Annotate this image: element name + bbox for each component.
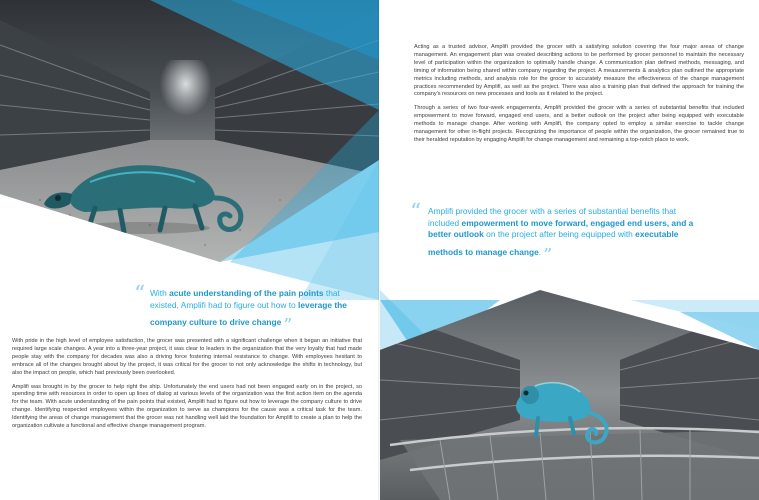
left-pull-quote [134, 282, 360, 337]
left-body-text [12, 338, 362, 437]
shopping-cart-image [390, 428, 759, 500]
close-quote-icon: ” [283, 315, 293, 337]
pull-quote-text: on the project after being equipped with [483, 229, 636, 240]
open-quote-icon: “ [410, 200, 422, 225]
paragraph: With pride in the high level of employee satisfaction, the grocer was presented with a significant challenge when it began an initiative that required large scale changes. A year into a three-year project, it was clear to leaders in the organization that the very loyalty that had made people stay with the company for decades was also a driving force fostering internal resistance to change. With employees hesitant to embrace all of the changes brought about by the project, it was critical for the grocer to not only acknowledge the shifts in technology, but also the impact on people, which had previously been overlooked. [12, 338, 362, 376]
close-quote-icon: ” [543, 244, 553, 266]
paragraph: Through a series of two four-week engagements, Amplifi provided the grocer with a series of substantial benefits that included empowerment to move forward, engaged end users, and a better outlook on the project after being equipped with executable methods to manage change. After working with Amplifi, the company opted to employ a similar exercise to tackle change management for other in-flight projects. Recognizing the importance of people within the organization, the grocer remained true to their heralded reputation by engaging Amplifi for change management and remaining a top-notch place to work. [414, 105, 744, 143]
open-quote-icon: “ [134, 282, 146, 307]
right-pull-quote [410, 200, 698, 266]
right-body-text [414, 44, 744, 151]
pull-quote-highlight: leverage the company culture to drive change [150, 299, 347, 328]
pull-quote-text: With [150, 288, 170, 298]
pull-quote-highlight: empowerment to move forward, engaged end users, and a better outlook [428, 217, 694, 240]
pull-quote-highlight: executable methods to manage change [428, 229, 679, 257]
pull-quote-text: . [538, 246, 542, 257]
pull-quote-text: Amplifi provided the grocer with a series of substantial benefits that included [428, 206, 677, 228]
right-page [380, 0, 759, 500]
paragraph: Amplifi was brought in by the grocer to help right the ship. Unfortunately the end users had not been engaged early on in the project, so spending time with resources in order to open up lines of dialog at various levels of the organization was the first action item on the agenda for the team. With acute understanding of the pain points that existed, Amplifi had to figure out how to leverage the company culture to drive change. Identifying respected employees within the organization to serve as champions for the cause was a critical task for the team. Identifying the areas of change management that the grocer was not handling well laid the foundation for Amplifi to create a plan to help the organization cultivate a functional and effective change management program. [12, 383, 362, 430]
left-page [0, 0, 379, 500]
pull-quote-highlight: acute understanding of the pain points [169, 288, 324, 298]
paragraph: Acting as a trusted advisor, Amplifi provided the grocer with a satisfying solution covering the four major areas of change management. An engagement plan was created describing actions to be performed by grocer personnel to maintain the necessary level of participation within the organization to optimally handle change. A communication plan defined methods, messaging, and timing of information being shared within company regarding the project. A measurements & analytics plan outlined the appropriate metrics including methods, and analysis role for the grocer to accurately measure the effectiveness of the change management practices recommended by Amplifi, as well as the project. There was also a training plan that defined the approach for training the company's resources on new processes and tools as it related to the project. [414, 44, 744, 98]
pull-quote-text: that existed, Amplifi had to figure out how to [150, 288, 340, 310]
